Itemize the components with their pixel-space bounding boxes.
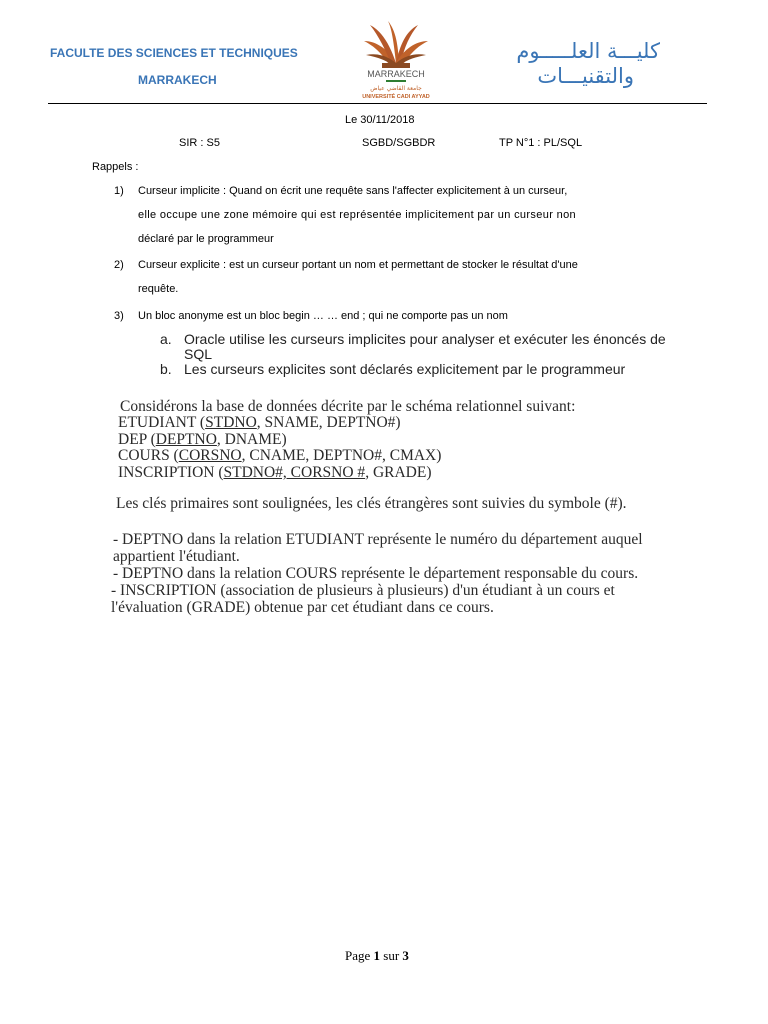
class-label: SIR : S5: [179, 137, 220, 149]
sub-list-item: [160, 362, 690, 378]
logo-arabic-text: جامعة القاضي عياض: [370, 85, 422, 92]
item-line: Curseur explicite : est un curseur portant un nom et permettant de stocker le résultat d'une: [138, 259, 578, 271]
relation-name: COURS (: [118, 447, 179, 464]
relation-attributes: , GRADE): [365, 464, 432, 481]
note-line: - DEPTNO dans la relation COURS représente le département responsable du cours.: [113, 565, 639, 582]
relation-name: DEP (: [118, 431, 156, 448]
item-line: déclaré par le programmeur: [138, 233, 274, 245]
primary-key: DEPTNO: [155, 431, 217, 448]
item-line: Un bloc anonyme est un bloc begin … … end ; qui ne comporte pas un nom: [138, 310, 508, 322]
schema-intro: Considérons la base de données décrite par le schéma relationnel suivant:: [120, 398, 576, 415]
logo-university-text: UNIVERSITÉ CADI AYYAD: [362, 94, 430, 100]
total-pages: 3: [402, 948, 409, 963]
document-date: Le 30/11/2018: [345, 114, 415, 126]
faculty-name-arabic-line1: كليـــة العلـــــوم: [516, 39, 660, 63]
university-logo: [358, 19, 434, 101]
section-title-rappels: Rappels :: [92, 161, 139, 173]
relation-attributes: , DNAME): [216, 431, 287, 448]
item-line: elle occupe une zone mémoire qui est représentée implicitement par un curseur non: [138, 209, 577, 221]
note-line: appartient l'étudiant.: [113, 548, 240, 565]
primary-key: CORSNO: [178, 447, 242, 464]
item-number: 3): [114, 310, 124, 322]
item-number: 2): [114, 259, 124, 271]
note-line: - DEPTNO dans la relation ETUDIANT représente le numéro du département auquel: [113, 531, 643, 548]
page-number: [345, 948, 409, 964]
relation-inscription: [118, 464, 432, 482]
item-number: 1): [114, 185, 124, 197]
sub-list-item: [160, 332, 690, 362]
page-prefix: Page: [345, 948, 374, 963]
tp-label: TP N°1 : PL/SQL: [499, 137, 583, 149]
header-divider: [48, 103, 707, 104]
relation-attributes: , CNAME, DEPTNO#, CMAX): [241, 447, 442, 464]
relation-attributes: , SNAME, DEPTNO#): [256, 414, 401, 431]
sub-item-text: Oracle utilise les curseurs implicites pour analyser et exécuter les énoncés de SQL: [184, 331, 666, 362]
relation-name: ETUDIANT (: [118, 414, 206, 431]
note-line: l'évaluation (GRADE) obtenue par cet étudiant dans ce cours.: [111, 599, 494, 616]
relation-etudiant: [118, 414, 401, 432]
faculty-name-line1: FACULTE DES SCIENCES ET TECHNIQUES: [50, 46, 298, 60]
note-line: - INSCRIPTION (association de plusieurs à plusieurs) d'un étudiant à un cours et: [111, 582, 615, 599]
list-item: [138, 179, 677, 251]
sub-item-mark: a.: [160, 331, 172, 347]
faculty-name-arabic-line2: والتقنيـــات: [537, 64, 634, 88]
relation-name: INSCRIPTION (: [118, 464, 224, 481]
item-line: requête.: [138, 283, 179, 295]
primary-key: STDNO: [205, 414, 257, 431]
item-line: Curseur implicite : Quand on écrit une requête sans l'affecter explicitement à un curseur,: [138, 185, 568, 197]
logo-city-text: MARRAKECH: [367, 69, 425, 79]
list-item: [138, 253, 677, 301]
sub-item-text: Les curseurs explicites sont déclarés explicitement par le programmeur: [184, 361, 626, 377]
keys-note: Les clés primaires sont soulignées, les clés étrangères sont suivies du symbole (#).: [116, 495, 627, 512]
current-page: 1: [373, 948, 381, 963]
list-item: [138, 304, 677, 328]
palm-logo-icon: [358, 19, 434, 101]
primary-key: STDNO#, CORSNO #: [223, 464, 366, 481]
relation-cours: [118, 447, 441, 465]
page-separator: sur: [380, 948, 403, 963]
sub-item-mark: b.: [160, 361, 172, 377]
course-label: SGBD/SGBDR: [362, 137, 436, 149]
faculty-name-line2: MARRAKECH: [138, 73, 217, 87]
